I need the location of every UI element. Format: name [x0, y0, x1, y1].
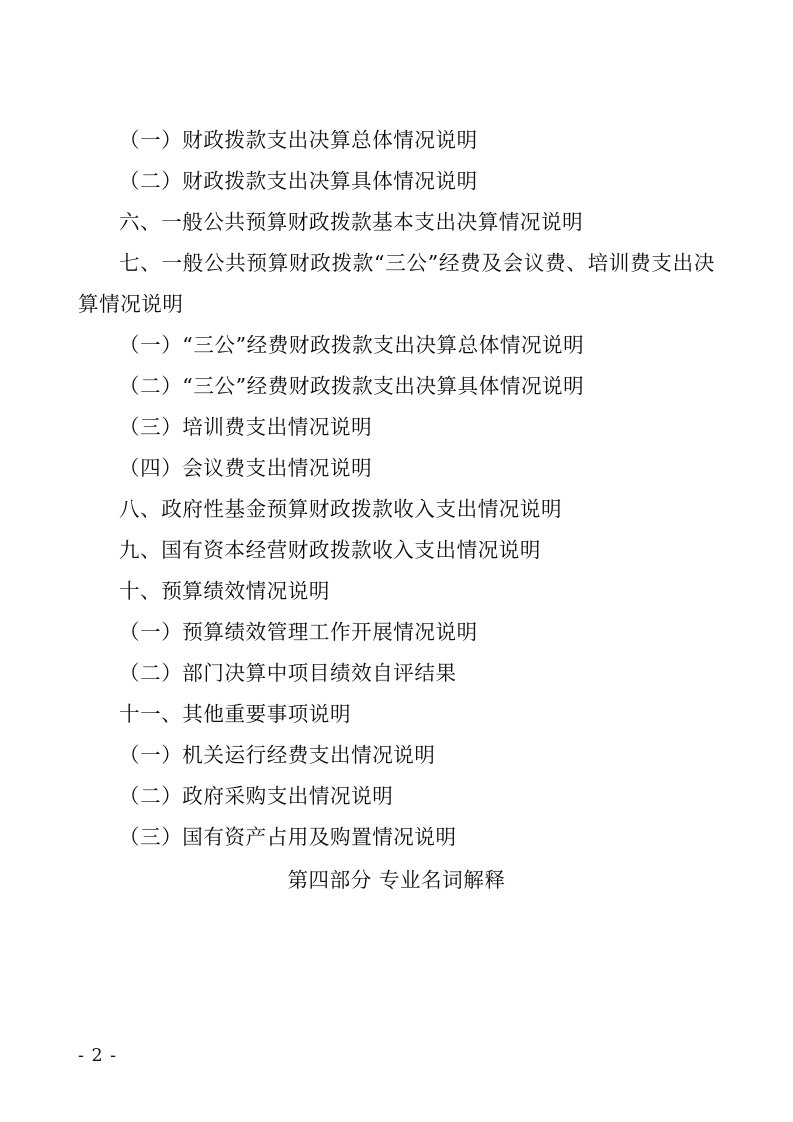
list-item: 八、政府性基金预算财政拨款收入支出情况说明	[119, 497, 563, 521]
list-item: （一）财政拨款支出决算总体情况说明	[119, 128, 478, 152]
list-item: （三）培训费支出情况说明	[119, 415, 373, 439]
list-item: （一）“三公”经费财政拨款支出决算总体情况说明	[119, 333, 585, 357]
list-item: 七、一般公共预算财政拨款“三公”经费及会议费、培训费支出决算情况说明	[78, 251, 715, 316]
list-item: （四）会议费支出情况说明	[119, 456, 373, 480]
list-item: （二）政府采购支出情况说明	[119, 784, 394, 808]
list-item: 十、预算绩效情况说明	[119, 579, 330, 603]
page-number: - 2 -	[78, 1046, 118, 1066]
list-item: （三）国有资产占用及购置情况说明	[119, 825, 457, 849]
list-item: （二）“三公”经费财政拨款支出决算具体情况说明	[119, 374, 585, 398]
list-item: 十一、其他重要事项说明	[119, 702, 352, 726]
table-of-contents	[78, 120, 715, 858]
list-item: 六、一般公共预算财政拨款基本支出决算情况说明	[119, 210, 584, 234]
list-item: （二）部门决算中项目绩效自评结果	[119, 661, 457, 685]
list-item: （一）机关运行经费支出情况说明	[119, 743, 436, 767]
list-item: （二）财政拨款支出决算具体情况说明	[119, 169, 478, 193]
list-item: （一）预算绩效管理工作开展情况说明	[119, 620, 478, 644]
list-item: 九、国有资本经营财政拨款收入支出情况说明	[119, 538, 541, 562]
part-title: 第四部分 专业名词解释	[287, 868, 506, 892]
